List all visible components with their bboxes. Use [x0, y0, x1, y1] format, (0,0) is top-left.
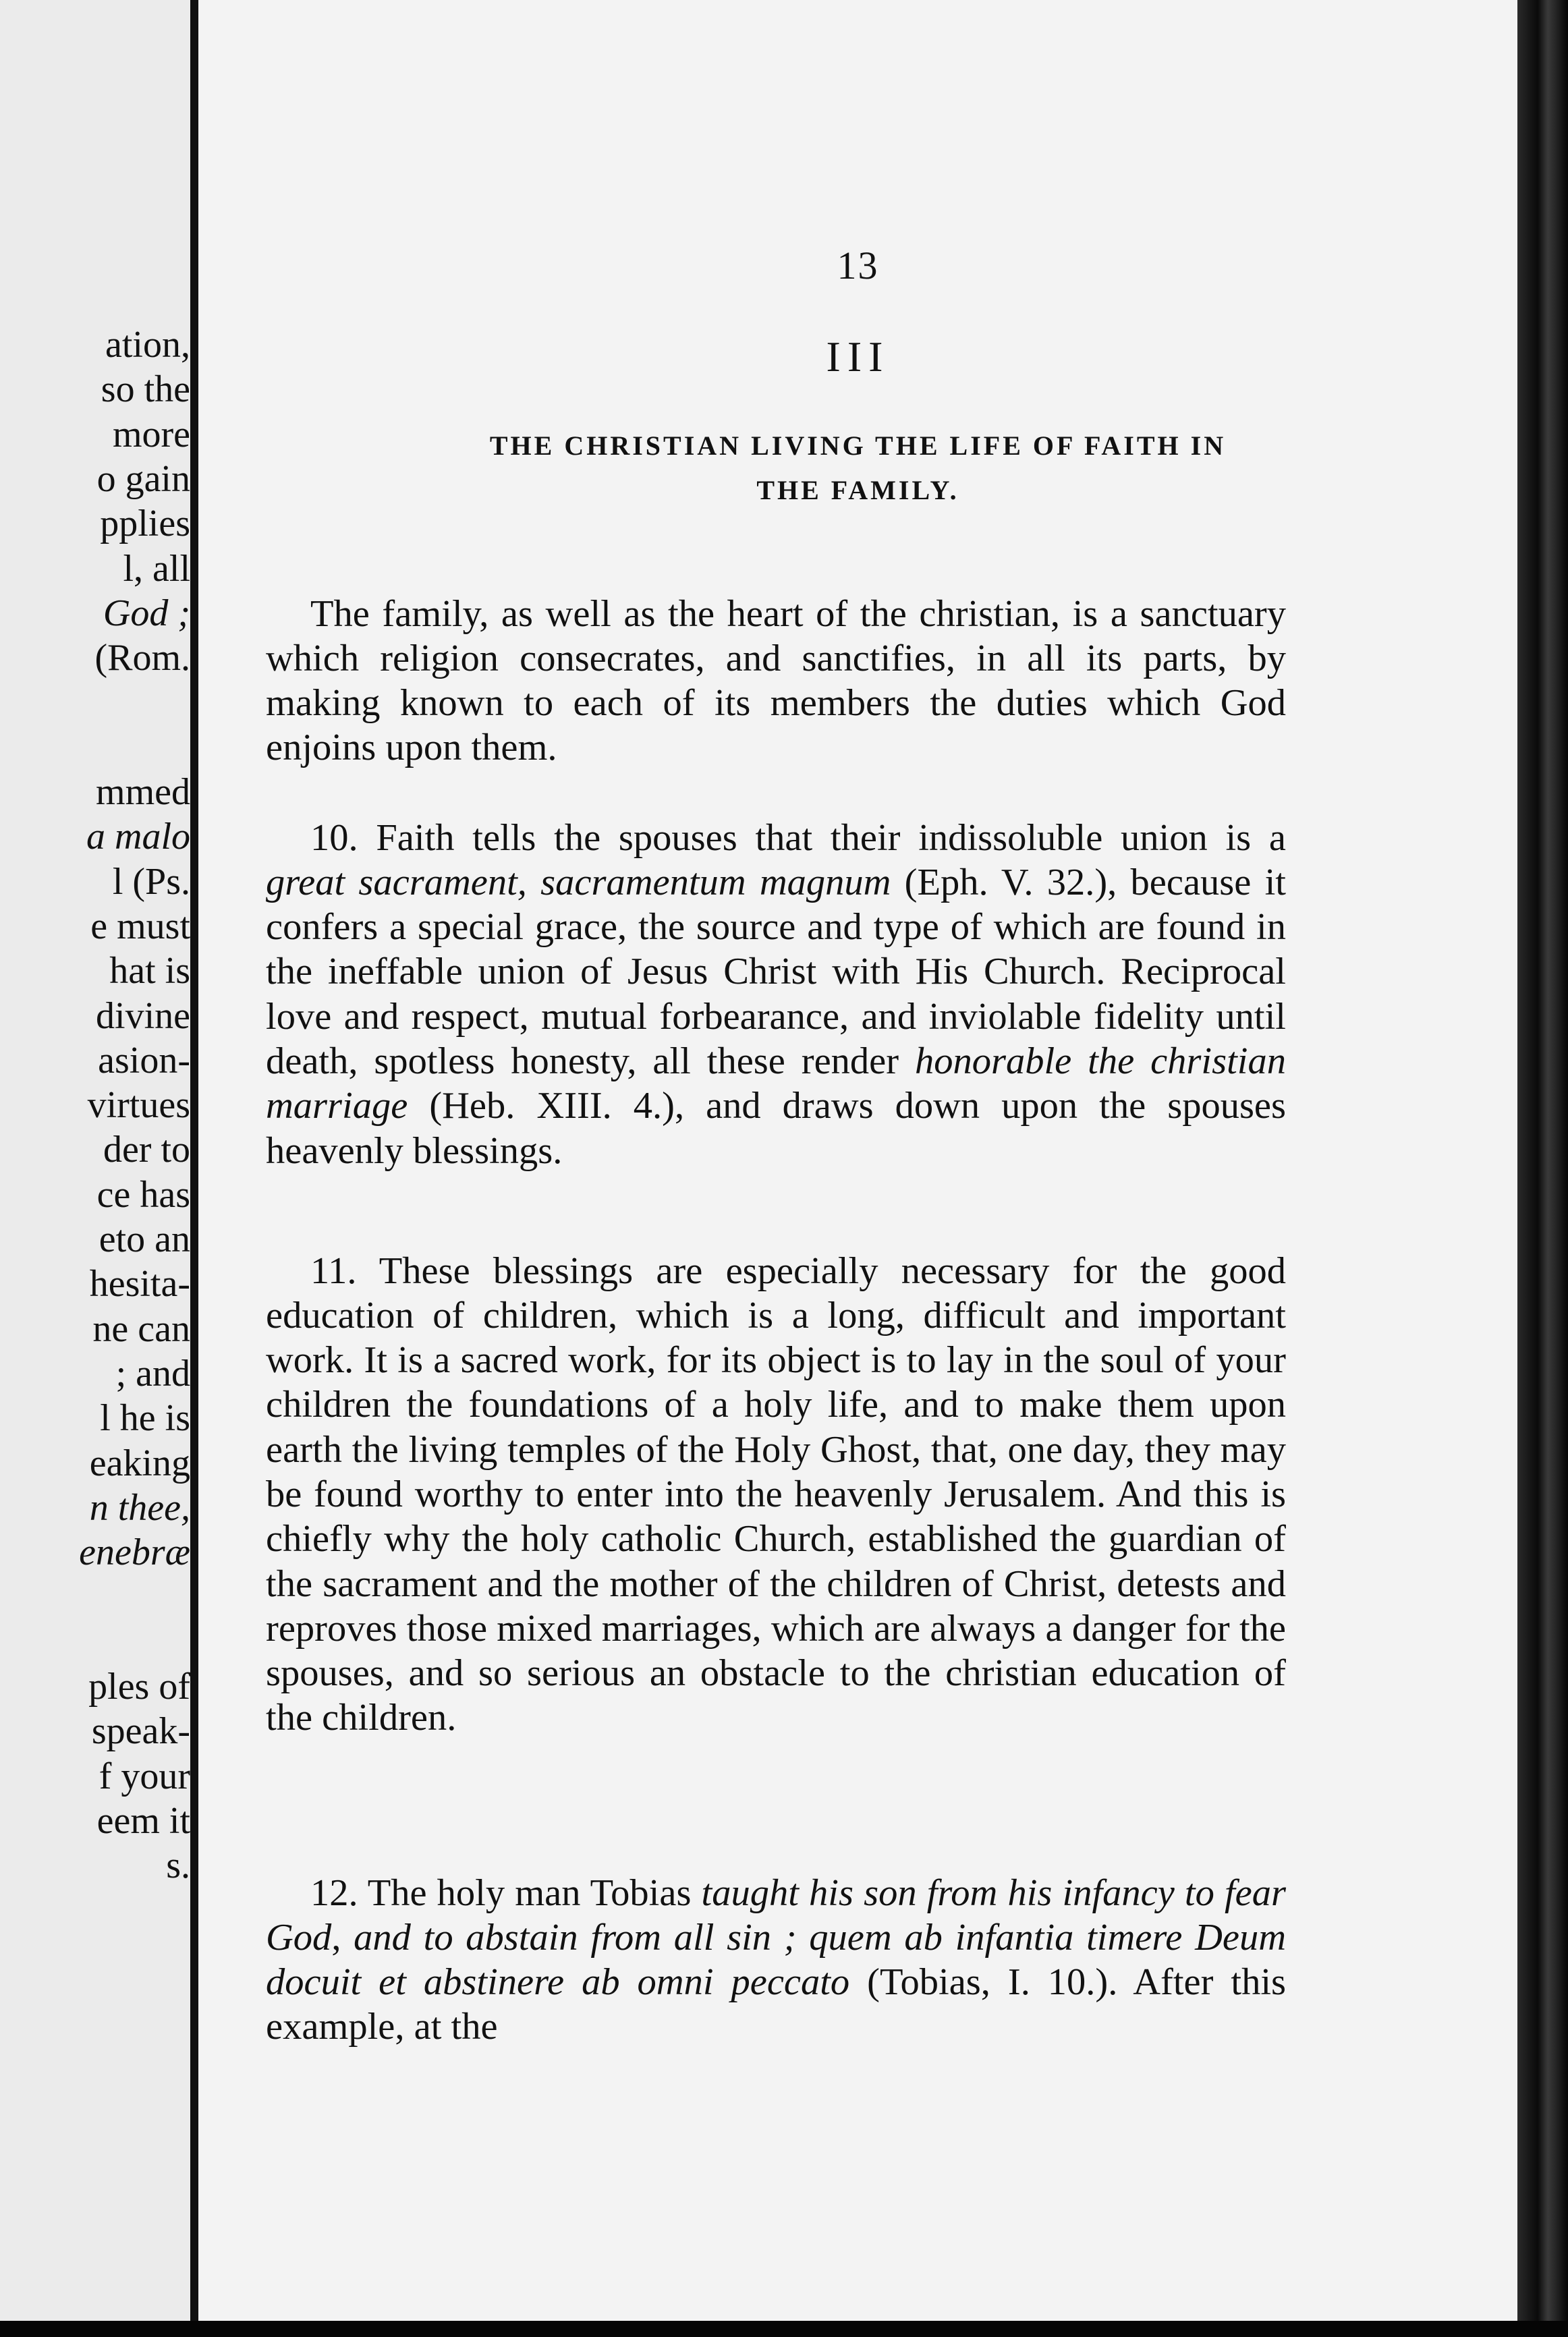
facing-page-line: mmed — [96, 771, 190, 813]
facing-page-line: l, all — [123, 547, 190, 590]
facing-page-line: hesita- — [89, 1263, 190, 1305]
facing-page-line: f your — [99, 1755, 190, 1797]
facing-page-line: l he is — [100, 1397, 190, 1440]
facing-page-line: so the — [101, 368, 190, 411]
facing-page-line: der to — [103, 1129, 190, 1171]
paragraph-intro: The family, as well as the heart of the christian, is a sanctuary which religion consecrates, and sanctifies, in all its parts, by making known to each of its members the duties which God enjoins upon them. — [266, 592, 1286, 769]
facing-page-line: e must — [90, 905, 190, 947]
facing-page-fragment — [0, 0, 190, 2321]
facing-page-line: o gain — [96, 457, 190, 500]
facing-page-line: ne can — [92, 1307, 190, 1350]
paragraph-10-italic-d: honorable the christian marriage — [266, 1040, 1286, 1127]
facing-page-line: s. — [166, 1845, 190, 1887]
paragraph-10-italic-b: great sacrament, sacramentum magnum — [266, 861, 891, 903]
scan-border — [0, 2321, 1568, 2337]
page-number: 13 — [837, 244, 879, 287]
facing-page-line: eem it — [96, 1799, 190, 1842]
paragraph-12-text-e: (Tobias, I. 10.). After this example, at the — [266, 1961, 1287, 2048]
facing-page-line: asion- — [98, 1039, 190, 1081]
facing-page-line: a malo — [86, 816, 190, 858]
facing-page-line: ples of — [88, 1666, 190, 1708]
chapter-number: III — [826, 333, 890, 381]
facing-page-line: enebræ — [79, 1531, 190, 1574]
facing-page-line: ; and — [115, 1352, 190, 1395]
paragraph-12-italic-b: taught his son from his infancy to fear God — [266, 1871, 1286, 1959]
facing-page-line: (Rom. — [94, 637, 190, 679]
paragraph-10-text-c: (Eph. V. 32.), because it confers a special grace, the source and type of which are found in the ineffable union of Jesus Christ with His Church. Reciprocal love and respect, mutual forbearance, and inviolable fidelity until death, spotless honesty, all these render — [266, 861, 1286, 1082]
paragraph-10-text-e: (Heb. XIII. 4.), and draws down upon the spouses heavenly blessings. — [266, 1085, 1286, 1172]
facing-page-line: speak- — [91, 1710, 190, 1753]
chapter-title — [259, 424, 1457, 513]
page-gutter — [190, 0, 198, 2337]
paragraph-12-text-a: 12. The holy man Tobias — [310, 1871, 702, 1914]
facing-page-line: eto an — [99, 1218, 190, 1260]
chapter-title-line-2: THE FAMILY. — [756, 475, 959, 505]
chapter-title-line-1: THE CHRISTIAN LIVING THE LIFE OF FAITH IN — [489, 430, 1227, 461]
facing-page-line: more — [112, 413, 190, 455]
facing-page-line: virtues — [87, 1084, 190, 1127]
paragraph-10-text-a: 10. Faith tells the spouses that their indissoluble union is a — [310, 816, 1286, 859]
facing-page-line: l (Ps. — [112, 860, 190, 903]
facing-page-line: ce has — [96, 1173, 190, 1216]
paragraph-11: 11. These blessings are especially necessary for the good education of children, which is a long, difficult and important work. It is a sacred work, for its object is to lay in the soul of your children the foundations of a holy life, and to make them upon earth the living temples of the Holy Ghost, that, one day, they may be found worthy to enter into the heavenly Jerusalem. And this is chiefly why the holy catholic Church, established the guardian of the sacrament and the mother of the children of Christ, detests and reproves those mixed marriages, which are always a danger for the spouses, and so serious an obstacle to the christian education of the children. — [266, 1249, 1286, 1739]
facing-page-line: pplies — [100, 503, 190, 545]
facing-page-line: ation, — [105, 324, 190, 366]
facing-page-line: eaking — [89, 1442, 190, 1484]
facing-page-line: n thee, — [89, 1486, 190, 1529]
paragraph-12-italic-d: and to abstain from all sin ; quem ab infantia timere Deum docuit et abstinere ab omni peccato — [266, 1916, 1286, 2004]
facing-page-line: hat is — [109, 950, 190, 992]
paragraph-12-text-c: , — [331, 1916, 354, 1959]
facing-page-line: divine — [96, 994, 190, 1037]
book-page — [198, 0, 1517, 2321]
paragraph-12 — [266, 1871, 1286, 2050]
facing-page-line: God ; — [103, 592, 190, 634]
paragraph-10 — [266, 816, 1286, 1173]
page-edge-shadow — [1517, 0, 1568, 2337]
